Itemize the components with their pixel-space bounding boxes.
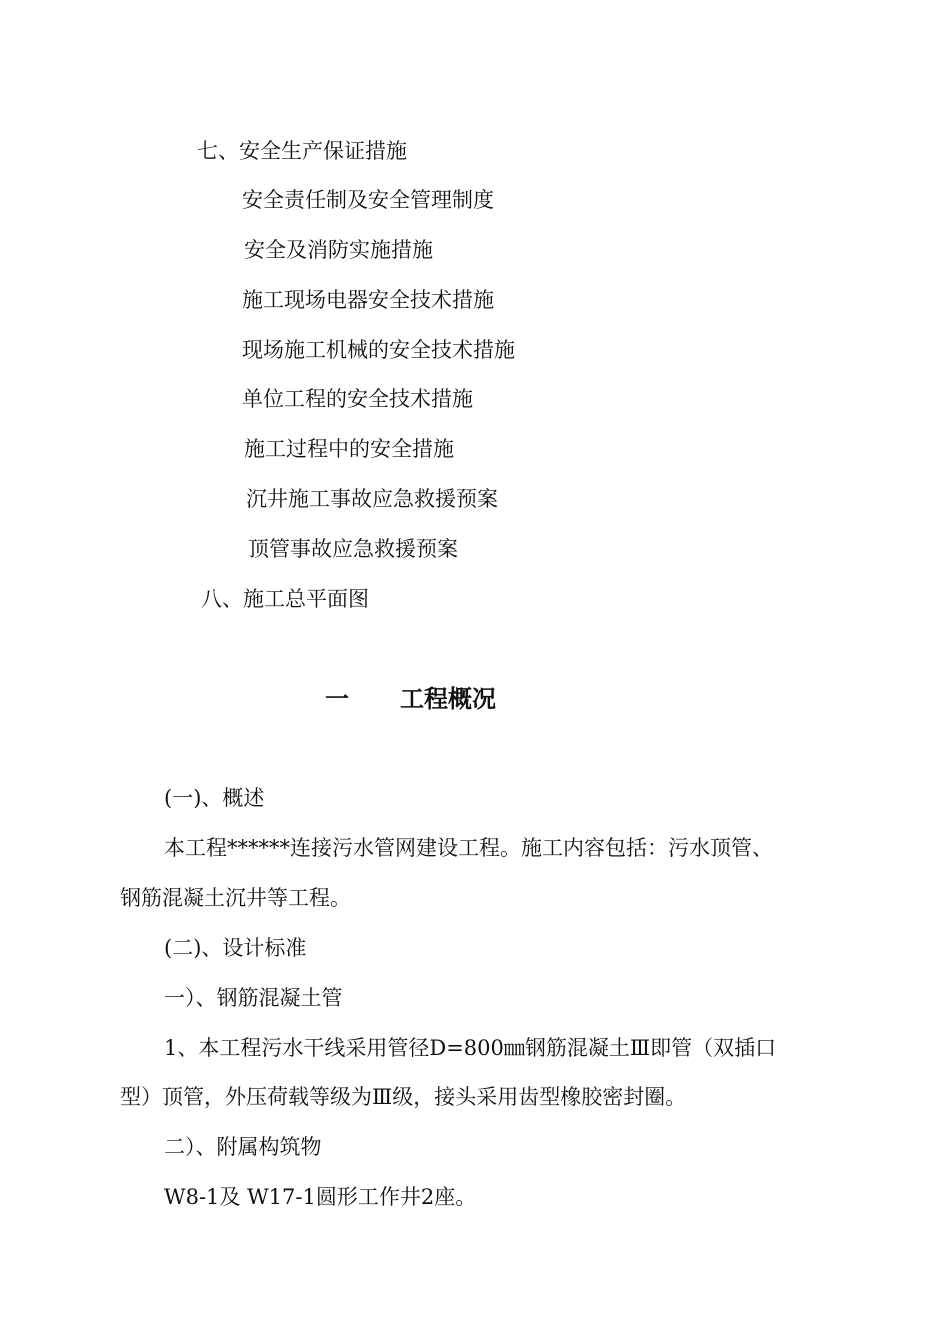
toc-item: 安全及消防实施措施 (244, 238, 433, 262)
toc-item: 顶管事故应急救援预案 (248, 537, 458, 561)
chapter-title: 工程概况 (400, 685, 496, 713)
toc-item: 现场施工机械的安全技术措施 (242, 338, 515, 362)
chapter-number: 一 (325, 685, 349, 713)
overview-paragraph-line: 本工程******连接污水管网建设工程。施工内容包括：污水顶管、 (164, 836, 773, 860)
toc-section-7: 七、安全生产保证措施 (197, 139, 407, 163)
rc-pipe-paragraph-line: 1、本工程污水干线采用管径D=800㎜钢筋混凝土Ⅲ即管（双插口 (164, 1036, 777, 1060)
design-standard-heading: (二)、设计标准 (164, 936, 307, 960)
ancillary-structures-heading: 二）、附属构筑物 (164, 1135, 322, 1159)
toc-section-8: 八、施工总平面图 (201, 587, 369, 611)
toc-item: 沉井施工事故应急救援预案 (246, 487, 498, 511)
rc-pipe-heading: 一）、钢筋混凝土管 (164, 986, 343, 1010)
ancillary-structures-paragraph: W8-1及 W17-1圆形工作井2座。 (164, 1185, 477, 1209)
toc-item: 施工现场电器安全技术措施 (242, 288, 494, 312)
rc-pipe-paragraph-line: 型）顶管，外压荷载等级为Ⅲ级，接头采用齿型橡胶密封圈。 (120, 1085, 687, 1109)
overview-heading: (一)、概述 (164, 786, 265, 810)
toc-item: 安全责任制及安全管理制度 (242, 188, 494, 212)
toc-item: 施工过程中的安全措施 (244, 437, 454, 461)
overview-paragraph-line: 钢筋混凝土沉井等工程。 (120, 886, 351, 910)
toc-item: 单位工程的安全技术措施 (242, 387, 473, 411)
